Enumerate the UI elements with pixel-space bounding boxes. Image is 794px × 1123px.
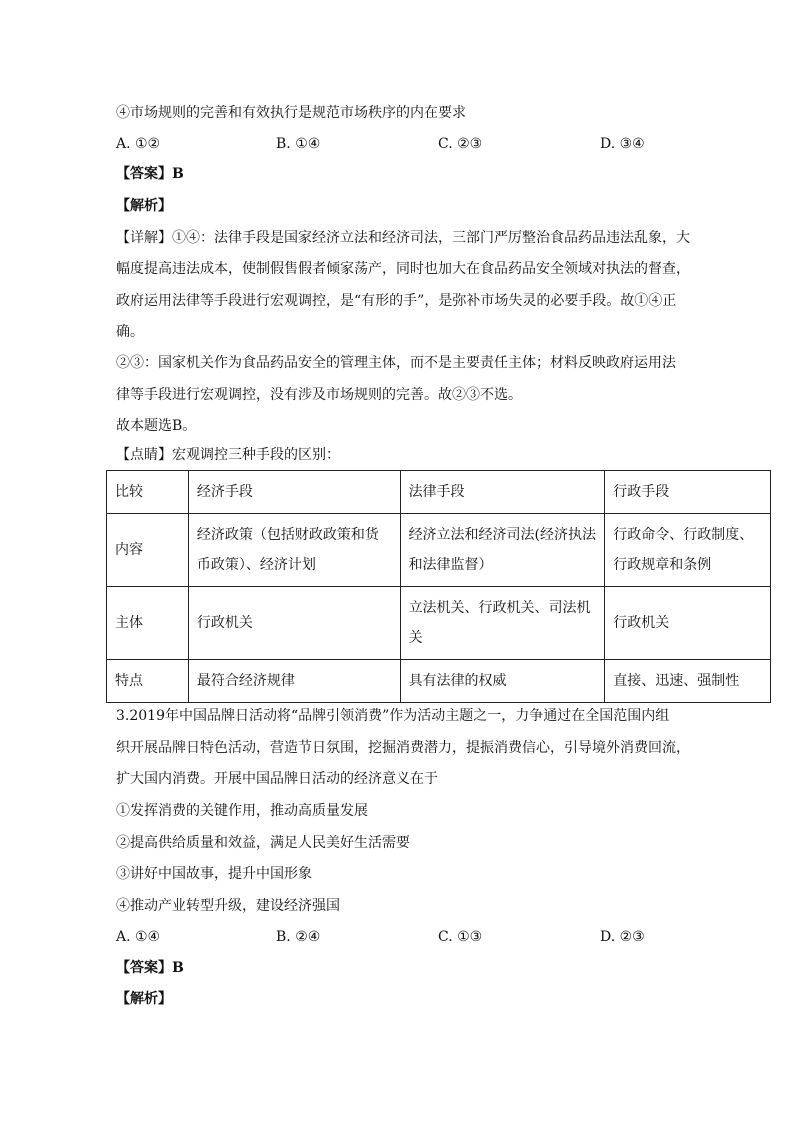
table-header-cell: 比较 [107, 471, 189, 514]
q2-detail-line: 确。 [116, 324, 144, 340]
table-header-cell: 法律手段 [400, 471, 605, 514]
q2-detail-line: 幅度提高违法成本，使制假售假者倾家荡产，同时也加大在食品药品安全领域对执法的督查， [116, 261, 690, 277]
q2-answer: 【答案】B [116, 166, 184, 182]
q2-tip: 【点睛】宏观调控三种手段的区别： [116, 447, 340, 463]
table-cell: 最符合经济规律 [188, 660, 400, 703]
q3-statement-1: ①发挥消费的关键作用，推动高质量发展 [116, 803, 368, 819]
q3-option-d: D. ②③ [600, 929, 645, 945]
q3-statement-3: ③讲好中国故事，提升中国形象 [116, 866, 312, 882]
table-header-cell: 经济手段 [188, 471, 400, 514]
q2-option-c: C. ②③ [438, 136, 483, 152]
q2-conclusion: 故本题选B。 [116, 418, 197, 434]
q2-statement-4: ④市场规则的完善和有效执行是规范市场秩序的内在要求 [116, 105, 466, 121]
table-cell: 直接、迅速、强制性 [605, 660, 771, 703]
table-row [107, 514, 771, 587]
q2-detail-line: 【详解】①④：法律手段是国家经济立法和经济司法，三部门严厉整治食品药品违法乱象，大 [116, 230, 690, 246]
q3-option-a: A. ①④ [116, 929, 161, 945]
q3-stem-line: 3.2019年中国品牌日活动将“品牌引领消费”作为活动主题之一，力争通过在全国范围内组 [116, 708, 670, 724]
comparison-table [106, 470, 771, 703]
table-cell: 内容 [107, 514, 189, 587]
q3-stem-line: 织开展品牌日特色活动，营造节日氛围，挖掘消费潜力，提振消费信心，引导境外消费回流， [116, 740, 690, 756]
table-row [107, 587, 771, 660]
q3-answer: 【答案】B [116, 960, 184, 976]
q3-options [116, 927, 676, 947]
table-header-cell: 行政手段 [605, 471, 771, 514]
table-cell: 经济立法和经济司法(经济执法和法律监督） [400, 514, 605, 587]
q2-options [116, 134, 676, 154]
q2-detail-line: 政府运用法律等手段进行宏观调控，是“有形的手”，是弥补市场失灵的必要手段。故①④正 [116, 293, 677, 309]
table-cell: 具有法律的权威 [400, 660, 605, 703]
q2-option-b: B. ①④ [276, 136, 321, 152]
table-cell: 行政机关 [605, 587, 771, 660]
table-header-row [107, 471, 771, 514]
table-cell: 经济政策（包括财政政策和货币政策）、经济计划 [188, 514, 400, 587]
table-cell: 行政机关 [188, 587, 400, 660]
table-cell: 行政命令、行政制度、行政规章和条例 [605, 514, 771, 587]
q2-detail-line: ②③：国家机关作为食品药品安全的管理主体，而不是主要责任主体；材料反映政府运用法 [116, 355, 676, 371]
table-cell: 主体 [107, 587, 189, 660]
table-cell: 特点 [107, 660, 189, 703]
q3-stem-line: 扩大国内消费。开展中国品牌日活动的经济意义在于 [116, 771, 438, 787]
table-row [107, 660, 771, 703]
q3-statement-4: ④推动产业转型升级，建设经济强国 [116, 898, 340, 914]
q2-analysis-label: 【解析】 [116, 198, 172, 214]
q2-detail-line: 律等手段进行宏观调控，没有涉及市场规则的完善。故②③不选。 [116, 387, 522, 403]
q3-statement-2: ②提高供给质量和效益，满足人民美好生活需要 [116, 835, 410, 851]
q3-analysis-label: 【解析】 [116, 991, 172, 1007]
q2-option-a: A. ①② [116, 136, 161, 152]
q3-option-c: C. ①③ [438, 929, 483, 945]
q2-option-d: D. ③④ [600, 136, 645, 152]
q3-option-b: B. ②④ [276, 929, 321, 945]
table-cell: 立法机关、行政机关、司法机关 [400, 587, 605, 660]
